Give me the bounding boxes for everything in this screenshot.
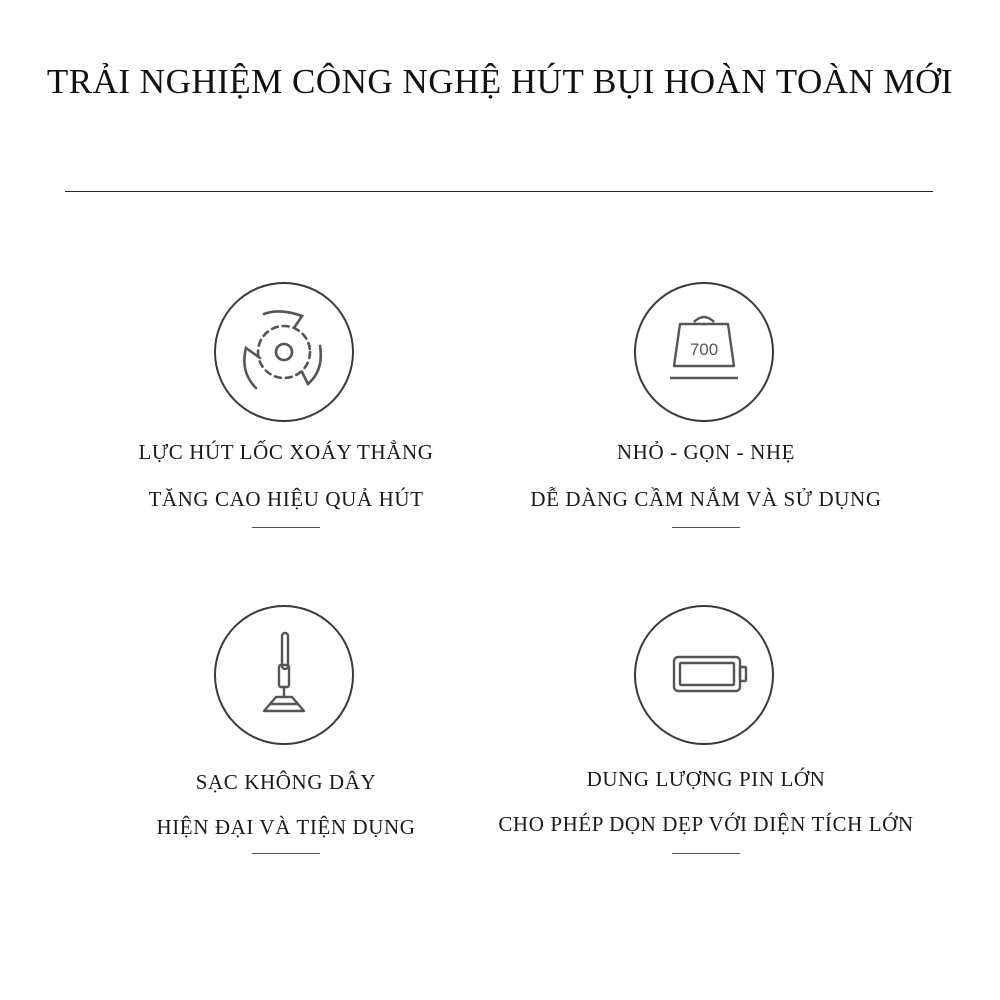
page-title: TRẢI NGHIỆM CÔNG NGHỆ HÚT BỤI HOÀN TOÀN MỚI (46, 62, 954, 101)
weight-icon (634, 282, 774, 422)
feature-line-1: DUNG LƯỢNG PIN LỚN (586, 767, 826, 791)
cyclone-icon (214, 282, 354, 422)
title-divider (65, 191, 933, 192)
feature-line-2: HIỆN ĐẠI VÀ TIỆN DỤNG (156, 815, 416, 839)
battery-icon (634, 605, 774, 745)
feature-rule (252, 853, 320, 854)
feature-line-1: NHỎ - GỌN - NHẸ (616, 440, 796, 464)
feature-line-2: DỄ DÀNG CẦM NẮM VÀ SỬ DỤNG (530, 487, 882, 511)
feature-line-1: LỰC HÚT LỐC XOÁY THẲNG (138, 440, 434, 464)
feature-line-2: TĂNG CAO HIỆU QUẢ HÚT (148, 487, 424, 511)
feature-line-1: SẠC KHÔNG DÂY (195, 770, 377, 794)
weight-label: 700 (689, 340, 719, 359)
feature-rule (672, 527, 740, 528)
vacuum-stick-icon (214, 605, 354, 745)
feature-rule (252, 527, 320, 528)
feature-line-2: CHO PHÉP DỌN DẸP VỚI DIỆN TÍCH LỚN (498, 812, 914, 836)
feature-rule (672, 853, 740, 854)
